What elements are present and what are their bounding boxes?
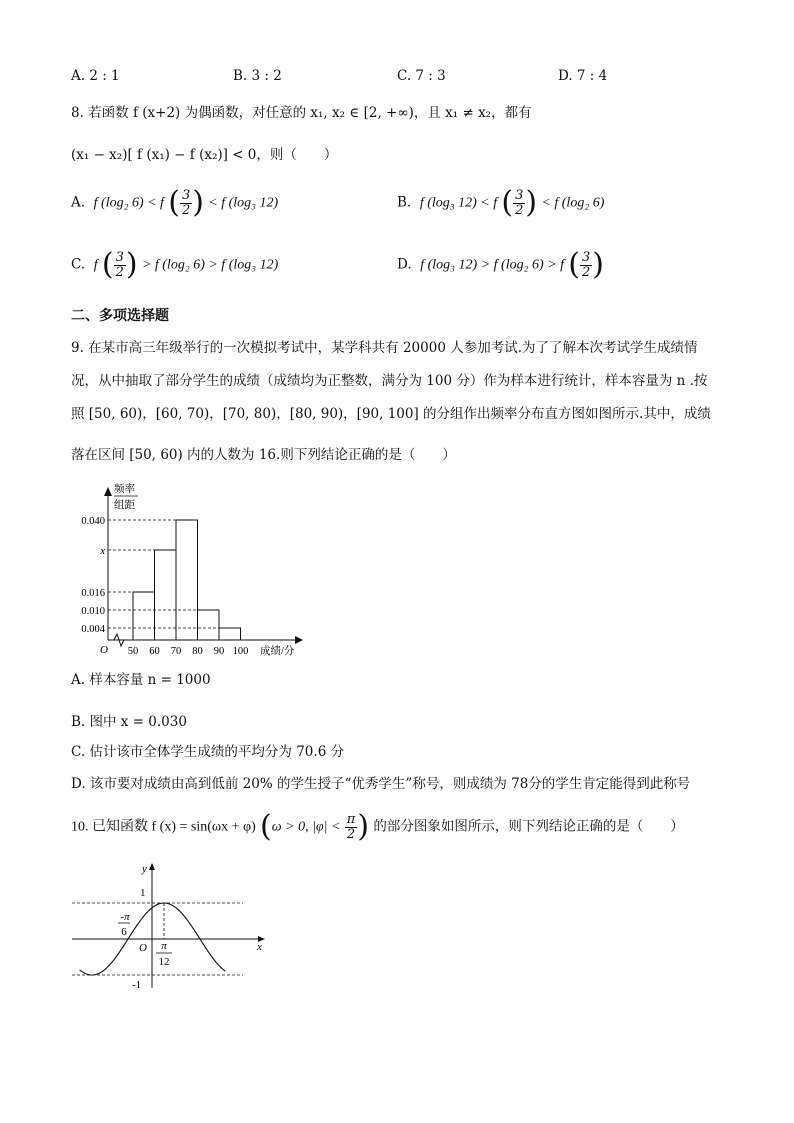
x-tick-label: 90 [213,646,225,657]
paren-left-icon: ( [568,247,580,282]
q8-option-b-left: f (log₃ 12) < f [419,195,498,211]
y-tick-label: x [100,546,105,557]
paren-right-icon: ) [525,185,538,220]
q7-option-d: D. 7 : 4 [558,68,608,84]
fraction-three-halves: $\frac{3}{2}$ [181,187,191,218]
q8-stem-line2: (x₁ − x₂)[ f (x₁) − f (x₂)] < 0，则（ ） [71,147,338,163]
x-tick-label: 60 [149,646,160,657]
y-axis-label-bottom: 组距 [114,500,135,511]
sine-graph [68,860,278,1000]
q7-option-b: B. 3 : 2 [233,68,282,84]
paren-left-icon: ( [101,247,114,282]
q9-stem-line1: 9. 在某市高三年级举行的一次模拟考试中，某学科共有 20000 人参加考试.为了了解本次考试学生成绩情 [71,340,698,356]
q8-option-c-left: f [93,257,98,273]
q8-option-b-label: B. [397,194,412,211]
q8-option-c-label: C. [71,256,86,273]
q8-option-b-right: < f (log₂ 6) [541,195,605,211]
y-axis-arrow-icon [149,863,155,870]
y-axis-arrow-icon [104,487,112,496]
histogram-bar [155,550,177,640]
fraction-denominator: 12 [158,956,170,968]
q9-stem-line4: 落在区间 [50, 60) 内的人数为 16.则下列结论正确的是（ ） [71,447,456,463]
q8-option-d-label: D. [397,256,412,273]
paren-right-icon: ) [592,247,604,282]
q9-option-c: C. 估计该市全体学生成绩的平均分为 70.6 分 [71,744,345,760]
fraction-three-halves: $\frac{3}{2}$ [581,249,591,280]
paren-right-icon: ) [357,809,370,844]
annotation-neg-pi-over-6: -π [120,911,130,923]
q10-function: 10. 已知函数 f (x) = sin(ωx + φ) [71,819,256,835]
x-tick-label: 70 [170,646,182,657]
q9-stem-line2: 况，从中抽取了部分学生的成绩（成绩均为正整数，满分为 100 分）作为样本进行统计，样本容量为 n .按 [71,373,708,389]
histogram-bar [133,592,155,640]
origin-label: O [139,942,147,954]
q8-stem-line1: 8. 若函数 f (x+2) 为偶函数，对任意的 x₁, x₂ ∈ [2, +∞)，且 x₁ ≠ x₂，都有 [71,105,532,121]
fraction-denominator: 6 [121,926,127,938]
histogram-bar [176,520,198,640]
q9-option-a: A. 样本容量 n = 1000 [71,672,211,688]
q9-option-b: B. 图中 x = 0.030 [71,714,187,730]
q8-option-c [71,247,279,282]
annotation-pi-over-12: π [161,940,167,952]
y-tick-label: 0.016 [81,588,105,599]
histogram-chart [70,478,320,664]
paren-right-icon: ) [192,185,204,220]
q8-option-c-right: > f (log₂ 6) > f (log₃ 12) [141,257,279,273]
x-tick-label: 80 [192,646,203,657]
q8-option-a-label: A. [71,194,86,211]
paren-left-icon: ( [168,185,180,220]
q7-option-a: A. 2 : 1 [71,68,120,84]
paren-left-icon: ( [501,185,514,220]
x-axis-arrow-icon [295,636,303,644]
q9-option-d: D. 该市要对成绩由高到低前 20% 的学生授子“优秀学生”称号，则成绩为 78分的学生肯定能得到此称号 [71,776,691,792]
y-axis-label: y [142,863,147,875]
histogram-bar [198,610,220,640]
origin-label: O [100,644,108,656]
q8-option-d-left: f (log₃ 12) > f (log₂ 6) > f [420,257,564,273]
y-tick-label: 1 [140,887,146,899]
y-axis-label-top: 频率 [114,484,135,495]
q10-condition: ω > 0, |φ| < [271,819,341,835]
paren-left-icon: ( [260,809,272,844]
fraction-three-halves: $\frac{3}{2}$ [515,187,524,218]
y-tick-label: 0.010 [81,606,105,617]
fraction-pi-over-two: $\frac{\pi}{2}$ [346,811,356,842]
q8-option-a-left: f (log₂ 6) < f [93,195,164,211]
x-tick-label: 50 [127,646,139,657]
section-title: 二、多项选择题 [71,308,169,324]
q7-option-c: C. 7 : 3 [397,68,446,84]
q10-stem [71,809,684,844]
paren-right-icon: ) [125,247,138,282]
q10-question: 的部分图象如图所示，则下列结论正确的是（ ） [373,818,684,835]
q9-stem-line3: 照 [50, 60)，[60, 70)，[70, 80)，[80, 90)，[90, 100] 的分组作出频率分布直方图如图所示.其中，成绩 [71,406,711,422]
y-tick-label: 0.040 [81,516,105,527]
x-tick-label: 100 [232,646,249,657]
x-axis-label: x [257,941,262,953]
x-axis-label: 成绩/分 [260,646,295,657]
histogram-bar [219,628,241,640]
q8-option-b [397,185,605,220]
q8-option-a-right: < f (log₃ 12) [208,195,279,211]
y-tick-label: -1 [132,979,142,991]
q8-option-d [397,247,604,282]
q8-option-a [71,185,279,220]
fraction-three-halves: $\frac{3}{2}$ [115,249,124,280]
y-tick-label: 0.004 [81,624,105,635]
